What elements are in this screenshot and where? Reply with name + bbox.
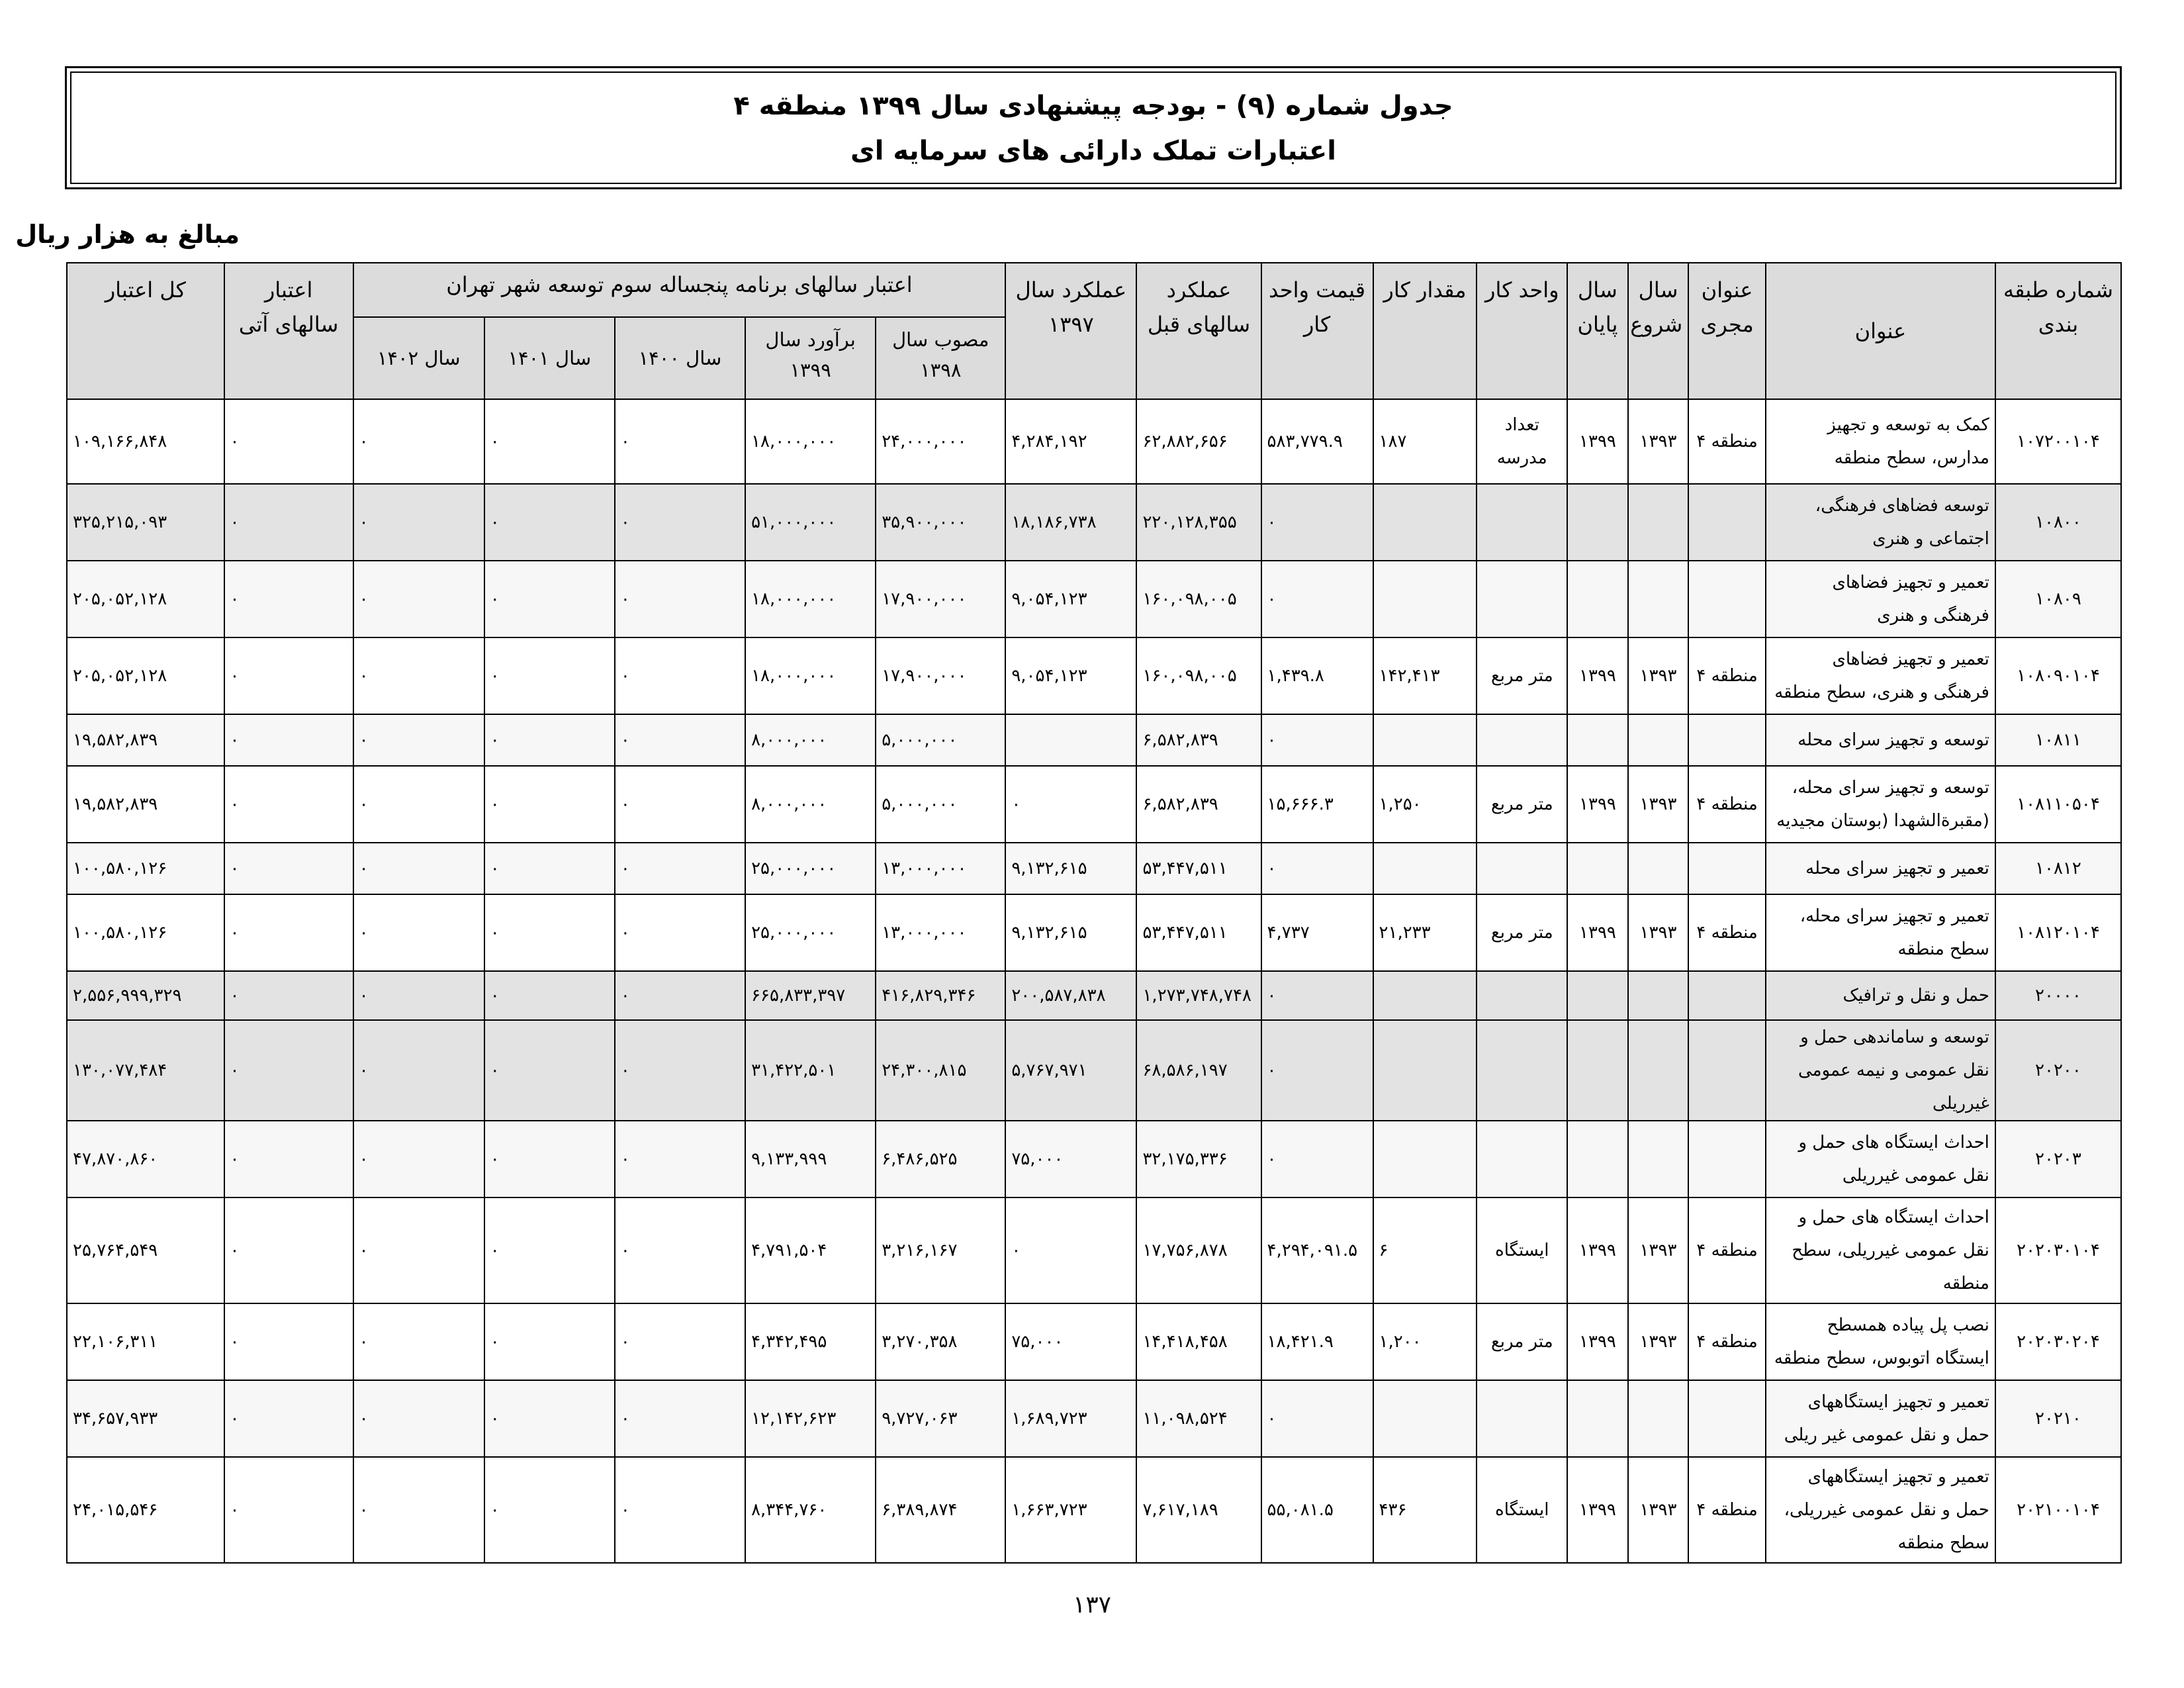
row-end-year [1567,1020,1628,1121]
header-program-group: اعتبار سالهای برنامه پنجساله سوم توسعه شهر تهران [353,263,1006,317]
row-approved-1398: ۵,۰۰۰,۰۰۰ [876,766,1005,843]
row-executor: منطقه ۴ [1688,637,1766,714]
row-executor: منطقه ۴ [1688,1197,1766,1303]
row-perf-1397: ۱,۶۸۹,۷۲۳ [1005,1380,1136,1457]
row-work-unit [1477,1380,1567,1457]
row-year-1401: ۰ [484,1303,615,1380]
row-code: ۱۰۸۱۱۰۵۰۴ [1995,766,2121,843]
row-year-1402: ۰ [353,1303,484,1380]
row-year-1400: ۰ [615,484,745,561]
row-title: احداث ایستگاه های حمل و نقل عمومی غیرریلی، سطح منطقه [1766,1197,1995,1303]
header-year-1401: سال ۱۴۰۱ [484,317,615,399]
row-year-1400: ۰ [615,1303,745,1380]
row-perf-1397: ۹,۱۳۲,۶۱۵ [1005,843,1136,894]
row-executor [1688,484,1766,561]
row-year-1401: ۰ [484,561,615,637]
budget-table [66,262,2122,1564]
row-work-unit: تعداد مدرسه [1477,399,1567,484]
row-start-year: ۱۳۹۳ [1628,637,1689,714]
row-work-unit [1477,843,1567,894]
row-perf-1397 [1005,714,1136,766]
row-total: ۲,۵۵۶,۹۹۹,۳۲۹ [67,971,224,1020]
row-code: ۱۰۸۰۰ [1995,484,2121,561]
row-year-1401: ۰ [484,766,615,843]
table-row [67,843,2121,894]
row-end-year: ۱۳۹۹ [1567,894,1628,971]
row-year-1401: ۰ [484,484,615,561]
row-executor [1688,971,1766,1020]
row-work-unit [1477,971,1567,1020]
row-future-years: ۰ [224,843,353,894]
row-executor [1688,714,1766,766]
row-perf-1397: ۷۵,۰۰۰ [1005,1121,1136,1197]
table-row [67,1380,2121,1457]
row-start-year [1628,1380,1689,1457]
row-future-years: ۰ [224,766,353,843]
row-perf-prior: ۶,۵۸۲,۸۳۹ [1136,766,1261,843]
table-row [67,714,2121,766]
header-end-year: سال پایان [1567,263,1628,399]
row-executor: منطقه ۴ [1688,766,1766,843]
row-perf-prior: ۶۲,۸۸۲,۶۵۶ [1136,399,1261,484]
row-total: ۱۰۹,۱۶۶,۸۴۸ [67,399,224,484]
row-estimate-1399: ۲۵,۰۰۰,۰۰۰ [745,894,876,971]
header-work-amount: مقدار کار [1373,263,1477,399]
row-code: ۱۰۸۱۱ [1995,714,2121,766]
row-unit-price: ۰ [1261,484,1373,561]
row-estimate-1399: ۴,۳۴۲,۴۹۵ [745,1303,876,1380]
row-work-amount: ۶ [1373,1197,1477,1303]
row-work-amount: ۱,۲۵۰ [1373,766,1477,843]
row-start-year [1628,843,1689,894]
row-end-year: ۱۳۹۹ [1567,1197,1628,1303]
row-approved-1398: ۶,۳۸۹,۸۷۴ [876,1457,1005,1563]
row-code: ۲۰۲۰۳۰۲۰۴ [1995,1303,2121,1380]
row-approved-1398: ۴۱۶,۸۲۹,۳۴۶ [876,971,1005,1020]
row-total: ۲۰۵,۰۵۲,۱۲۸ [67,561,224,637]
row-estimate-1399: ۵۱,۰۰۰,۰۰۰ [745,484,876,561]
row-year-1402: ۰ [353,894,484,971]
row-code: ۱۰۸۰۹ [1995,561,2121,637]
row-perf-1397: ۹,۰۵۴,۱۲۳ [1005,637,1136,714]
row-year-1402: ۰ [353,971,484,1020]
row-perf-1397: ۹,۰۵۴,۱۲۳ [1005,561,1136,637]
row-unit-price: ۱۵,۶۶۶.۳ [1261,766,1373,843]
row-title: توسعه فضاهای فرهنگی، اجتماعی و هنری [1766,484,1995,561]
table-title: جدول شماره (۹) - بودجه پیشنهادی سال ۱۳۹۹ منطقه ۴ [733,91,1453,121]
row-work-amount [1373,561,1477,637]
row-year-1401: ۰ [484,1457,615,1563]
row-unit-price: ۰ [1261,1020,1373,1121]
header-total: کل اعتبار [67,263,224,399]
table-row [67,484,2121,561]
row-estimate-1399: ۶۶۵,۸۳۳,۳۹۷ [745,971,876,1020]
row-perf-1397: ۱۸,۱۸۶,۷۳۸ [1005,484,1136,561]
row-perf-1397: ۲۰۰,۵۸۷,۸۳۸ [1005,971,1136,1020]
row-start-year: ۱۳۹۳ [1628,766,1689,843]
row-title: توسعه و تجهیز سرای محله [1766,714,1995,766]
row-perf-prior: ۱۱,۰۹۸,۵۲۴ [1136,1380,1261,1457]
row-code: ۲۰۲۰۳۰۱۰۴ [1995,1197,2121,1303]
row-future-years: ۰ [224,1121,353,1197]
row-unit-price: ۰ [1261,843,1373,894]
row-year-1400: ۰ [615,1457,745,1563]
row-perf-1397: ۰ [1005,766,1136,843]
row-start-year [1628,561,1689,637]
row-approved-1398: ۳,۲۷۰,۳۵۸ [876,1303,1005,1380]
row-approved-1398: ۲۴,۳۰۰,۸۱۵ [876,1020,1005,1121]
row-work-amount [1373,484,1477,561]
row-estimate-1399: ۱۸,۰۰۰,۰۰۰ [745,637,876,714]
row-code: ۲۰۰۰۰ [1995,971,2121,1020]
table-row [67,1121,2121,1197]
row-total: ۱۰۰,۵۸۰,۱۲۶ [67,843,224,894]
table-row [67,399,2121,484]
row-year-1401: ۰ [484,1197,615,1303]
row-work-unit: ایستگاه [1477,1197,1567,1303]
row-executor [1688,561,1766,637]
row-year-1401: ۰ [484,1020,615,1121]
row-future-years: ۰ [224,1303,353,1380]
row-code: ۱۰۷۲۰۰۱۰۴ [1995,399,2121,484]
table-row [67,971,2121,1020]
row-title: کمک به توسعه و تجهیز مدارس، سطح منطقه [1766,399,1995,484]
row-total: ۳۴,۶۵۷,۹۳۳ [67,1380,224,1457]
row-work-unit: ایستگاه [1477,1457,1567,1563]
row-perf-prior: ۵۳,۴۴۷,۵۱۱ [1136,894,1261,971]
row-future-years: ۰ [224,561,353,637]
row-year-1400: ۰ [615,1197,745,1303]
row-unit-price: ۰ [1261,971,1373,1020]
row-approved-1398: ۵,۰۰۰,۰۰۰ [876,714,1005,766]
row-year-1402: ۰ [353,1457,484,1563]
row-start-year: ۱۳۹۳ [1628,399,1689,484]
row-executor: منطقه ۴ [1688,399,1766,484]
row-year-1402: ۰ [353,399,484,484]
row-work-amount [1373,1020,1477,1121]
row-start-year [1628,971,1689,1020]
row-end-year: ۱۳۹۹ [1567,766,1628,843]
row-code: ۲۰۲۱۰ [1995,1380,2121,1457]
row-total: ۱۳۰,۰۷۷,۴۸۴ [67,1020,224,1121]
row-end-year [1567,971,1628,1020]
row-work-unit: متر مربع [1477,1303,1567,1380]
row-start-year: ۱۳۹۳ [1628,1457,1689,1563]
row-unit-price: ۱,۴۳۹.۸ [1261,637,1373,714]
row-start-year [1628,484,1689,561]
row-end-year [1567,1380,1628,1457]
row-unit-price: ۱۸,۴۲۱.۹ [1261,1303,1373,1380]
table-row [67,637,2121,714]
row-total: ۲۵,۷۶۴,۵۴۹ [67,1197,224,1303]
page-number: ۱۳۷ [1072,1591,1111,1618]
row-code: ۱۰۸۰۹۰۱۰۴ [1995,637,2121,714]
row-work-amount: ۱,۲۰۰ [1373,1303,1477,1380]
header-approved-1398: مصوب سال ۱۳۹۸ [876,317,1005,399]
row-future-years: ۰ [224,1197,353,1303]
row-title: نصب پل پیاده همسطح ایستگاه اتوبوس، سطح منطقه [1766,1303,1995,1380]
row-unit-price: ۰ [1261,1380,1373,1457]
row-approved-1398: ۶,۴۸۶,۵۲۵ [876,1121,1005,1197]
row-code: ۲۰۲۰۰ [1995,1020,2121,1121]
row-future-years: ۰ [224,637,353,714]
row-perf-1397: ۱,۶۶۳,۷۲۳ [1005,1457,1136,1563]
row-year-1400: ۰ [615,1380,745,1457]
row-unit-price: ۰ [1261,1121,1373,1197]
table-row [67,766,2121,843]
row-perf-prior: ۶۸,۵۸۶,۱۹۷ [1136,1020,1261,1121]
header-estimate-1399: برآورد سال ۱۳۹۹ [745,317,876,399]
row-year-1401: ۰ [484,399,615,484]
row-start-year: ۱۳۹۳ [1628,1197,1689,1303]
row-start-year: ۱۳۹۳ [1628,1303,1689,1380]
row-title: احداث ایستگاه های حمل و نقل عمومی غیرریلی [1766,1121,1995,1197]
row-work-unit: متر مربع [1477,637,1567,714]
row-estimate-1399: ۸,۰۰۰,۰۰۰ [745,766,876,843]
row-work-amount [1373,1121,1477,1197]
row-perf-prior: ۱۴,۴۱۸,۴۵۸ [1136,1303,1261,1380]
row-year-1402: ۰ [353,1197,484,1303]
row-year-1402: ۰ [353,637,484,714]
row-estimate-1399: ۹,۱۳۳,۹۹۹ [745,1121,876,1197]
row-title: تعمیر و تجهیز ایستگاههای حمل و نقل عمومی غیرریلی، سطح منطقه [1766,1457,1995,1563]
header-perf-1397: عملکرد سال ۱۳۹۷ [1005,263,1136,399]
row-year-1400: ۰ [615,843,745,894]
row-total: ۱۹,۵۸۲,۸۳۹ [67,766,224,843]
row-approved-1398: ۱۷,۹۰۰,۰۰۰ [876,637,1005,714]
row-total: ۲۰۵,۰۵۲,۱۲۸ [67,637,224,714]
row-end-year [1567,843,1628,894]
row-title: توسعه و ساماندهی حمل و نقل عمومی و نیمه عمومی غیرریلی [1766,1020,1995,1121]
row-perf-prior: ۳۲,۱۷۵,۳۳۶ [1136,1121,1261,1197]
row-estimate-1399: ۱۲,۱۴۲,۶۲۳ [745,1380,876,1457]
row-future-years: ۰ [224,399,353,484]
header-executor: عنوان مجری [1688,263,1766,399]
row-executor [1688,1020,1766,1121]
row-end-year [1567,1121,1628,1197]
table-row [67,1303,2121,1380]
row-unit-price: ۵۸۳,۷۷۹.۹ [1261,399,1373,484]
row-end-year: ۱۳۹۹ [1567,637,1628,714]
row-work-unit [1477,1020,1567,1121]
row-executor: منطقه ۴ [1688,1457,1766,1563]
row-code: ۱۰۸۱۲ [1995,843,2121,894]
row-year-1402: ۰ [353,1380,484,1457]
row-work-amount: ۱۸۷ [1373,399,1477,484]
row-approved-1398: ۱۷,۹۰۰,۰۰۰ [876,561,1005,637]
row-work-unit [1477,561,1567,637]
row-future-years: ۰ [224,894,353,971]
row-estimate-1399: ۱۸,۰۰۰,۰۰۰ [745,561,876,637]
row-work-amount: ۲۱,۲۳۳ [1373,894,1477,971]
row-title: تعمیر و تجهیز سرای محله، سطح منطقه [1766,894,1995,971]
row-year-1402: ۰ [353,714,484,766]
row-unit-price: ۵۵,۰۸۱.۵ [1261,1457,1373,1563]
row-title: حمل و نقل و ترافیک [1766,971,1995,1020]
row-estimate-1399: ۸,۰۰۰,۰۰۰ [745,714,876,766]
row-year-1400: ۰ [615,1121,745,1197]
row-year-1402: ۰ [353,766,484,843]
row-estimate-1399: ۸,۳۴۴,۷۶۰ [745,1457,876,1563]
row-title: تعمیر و تجهیز فضاهای فرهنگی و هنری [1766,561,1995,637]
row-executor [1688,1380,1766,1457]
header-start-year: سال شروع [1628,263,1689,399]
header-perf-prior: عملکرد سالهای قبل [1136,263,1261,399]
row-perf-prior: ۱۶۰,۰۹۸,۰۰۵ [1136,561,1261,637]
row-future-years: ۰ [224,484,353,561]
row-future-years: ۰ [224,1457,353,1563]
row-year-1400: ۰ [615,1020,745,1121]
row-perf-1397: ۹,۱۳۲,۶۱۵ [1005,894,1136,971]
row-year-1401: ۰ [484,637,615,714]
row-work-unit: متر مربع [1477,894,1567,971]
row-end-year: ۱۳۹۹ [1567,1303,1628,1380]
row-perf-prior: ۱۷,۷۵۶,۸۷۸ [1136,1197,1261,1303]
header-code: شماره طبقه بندی [1995,263,2121,399]
header-title: عنوان [1766,263,1995,399]
row-perf-prior: ۵۳,۴۴۷,۵۱۱ [1136,843,1261,894]
table-row [67,894,2121,971]
row-approved-1398: ۱۳,۰۰۰,۰۰۰ [876,843,1005,894]
row-estimate-1399: ۱۸,۰۰۰,۰۰۰ [745,399,876,484]
row-start-year [1628,714,1689,766]
row-title: تعمیر و تجهیز سرای محله [1766,843,1995,894]
row-year-1400: ۰ [615,714,745,766]
row-future-years: ۰ [224,1380,353,1457]
row-perf-prior: ۱,۲۷۳,۷۴۸,۷۴۸ [1136,971,1261,1020]
table-row [67,1457,2121,1563]
row-unit-price: ۴,۲۹۴,۰۹۱.۵ [1261,1197,1373,1303]
row-work-unit: متر مربع [1477,766,1567,843]
row-year-1400: ۰ [615,637,745,714]
row-total: ۴۷,۸۷۰,۸۶۰ [67,1121,224,1197]
table-row [67,1020,2121,1121]
row-year-1402: ۰ [353,1121,484,1197]
row-unit-price: ۰ [1261,561,1373,637]
row-start-year [1628,1020,1689,1121]
row-future-years: ۰ [224,971,353,1020]
row-work-amount [1373,971,1477,1020]
header-future-years: اعتبار سالهای آتی [224,263,353,399]
row-start-year [1628,1121,1689,1197]
row-perf-prior: ۱۶۰,۰۹۸,۰۰۵ [1136,637,1261,714]
row-total: ۱۹,۵۸۲,۸۳۹ [67,714,224,766]
row-estimate-1399: ۲۵,۰۰۰,۰۰۰ [745,843,876,894]
row-executor [1688,843,1766,894]
header-year-1400: سال ۱۴۰۰ [615,317,745,399]
row-total: ۳۲۵,۲۱۵,۰۹۳ [67,484,224,561]
row-end-year [1567,484,1628,561]
row-year-1400: ۰ [615,894,745,971]
row-year-1400: ۰ [615,399,745,484]
row-work-unit [1477,714,1567,766]
row-title: تعمیر و تجهیز فضاهای فرهنگی و هنری، سطح منطقه [1766,637,1995,714]
row-work-amount [1373,1380,1477,1457]
row-work-amount: ۴۳۶ [1373,1457,1477,1563]
row-total: ۱۰۰,۵۸۰,۱۲۶ [67,894,224,971]
row-year-1401: ۰ [484,843,615,894]
row-perf-prior: ۲۲۰,۱۲۸,۳۵۵ [1136,484,1261,561]
row-future-years: ۰ [224,1020,353,1121]
row-year-1402: ۰ [353,1020,484,1121]
row-year-1400: ۰ [615,561,745,637]
row-end-year [1567,561,1628,637]
row-executor: منطقه ۴ [1688,1303,1766,1380]
row-year-1401: ۰ [484,1121,615,1197]
row-end-year: ۱۳۹۹ [1567,1457,1628,1563]
row-year-1402: ۰ [353,561,484,637]
row-title: توسعه و تجهیز سرای محله، (مقبرةالشهدا (بوستان مجیدیه [1766,766,1995,843]
table-subtitle: اعتبارات تملک دارائی های سرمایه ای [850,136,1336,166]
row-estimate-1399: ۳۱,۴۲۲,۵۰۱ [745,1020,876,1121]
row-code: ۲۰۲۱۰۰۱۰۴ [1995,1457,2121,1563]
row-approved-1398: ۱۳,۰۰۰,۰۰۰ [876,894,1005,971]
row-unit-price: ۰ [1261,714,1373,766]
row-end-year: ۱۳۹۹ [1567,399,1628,484]
row-year-1400: ۰ [615,766,745,843]
row-approved-1398: ۲۴,۰۰۰,۰۰۰ [876,399,1005,484]
row-year-1400: ۰ [615,971,745,1020]
row-start-year: ۱۳۹۳ [1628,894,1689,971]
row-work-amount: ۱۴۲,۴۱۳ [1373,637,1477,714]
row-work-unit [1477,1121,1567,1197]
row-code: ۲۰۲۰۳ [1995,1121,2121,1197]
row-title: تعمیر و تجهیز ایستگاههای حمل و نقل عمومی غیر ریلی [1766,1380,1995,1457]
row-year-1401: ۰ [484,714,615,766]
row-total: ۲۲,۱۰۶,۳۱۱ [67,1303,224,1380]
row-end-year [1567,714,1628,766]
row-estimate-1399: ۴,۷۹۱,۵۰۴ [745,1197,876,1303]
row-perf-prior: ۶,۵۸۲,۸۳۹ [1136,714,1261,766]
header-work-unit: واحد کار [1477,263,1567,399]
row-perf-1397: ۰ [1005,1197,1136,1303]
row-work-unit [1477,484,1567,561]
table-row [67,1197,2121,1303]
units-note: مبالغ به هزار ریال [15,220,240,249]
header-year-1402: سال ۱۴۰۲ [353,317,484,399]
row-approved-1398: ۳,۲۱۶,۱۶۷ [876,1197,1005,1303]
row-total: ۲۴,۰۱۵,۵۴۶ [67,1457,224,1563]
row-executor [1688,1121,1766,1197]
row-perf-1397: ۴,۲۸۴,۱۹۲ [1005,399,1136,484]
row-future-years: ۰ [224,714,353,766]
row-year-1402: ۰ [353,484,484,561]
row-work-amount [1373,843,1477,894]
row-executor: منطقه ۴ [1688,894,1766,971]
row-perf-prior: ۷,۶۱۷,۱۸۹ [1136,1457,1261,1563]
row-approved-1398: ۹,۷۲۷,۰۶۳ [876,1380,1005,1457]
header-unit-price: قیمت واحد کار [1261,263,1373,399]
row-approved-1398: ۳۵,۹۰۰,۰۰۰ [876,484,1005,561]
row-unit-price: ۴,۷۳۷ [1261,894,1373,971]
row-code: ۱۰۸۱۲۰۱۰۴ [1995,894,2121,971]
row-year-1402: ۰ [353,843,484,894]
row-perf-1397: ۵,۷۶۷,۹۷۱ [1005,1020,1136,1121]
row-year-1401: ۰ [484,1380,615,1457]
title-box [65,66,2122,189]
row-perf-1397: ۷۵,۰۰۰ [1005,1303,1136,1380]
row-work-amount [1373,714,1477,766]
row-year-1401: ۰ [484,971,615,1020]
row-year-1401: ۰ [484,894,615,971]
table-row [67,561,2121,637]
